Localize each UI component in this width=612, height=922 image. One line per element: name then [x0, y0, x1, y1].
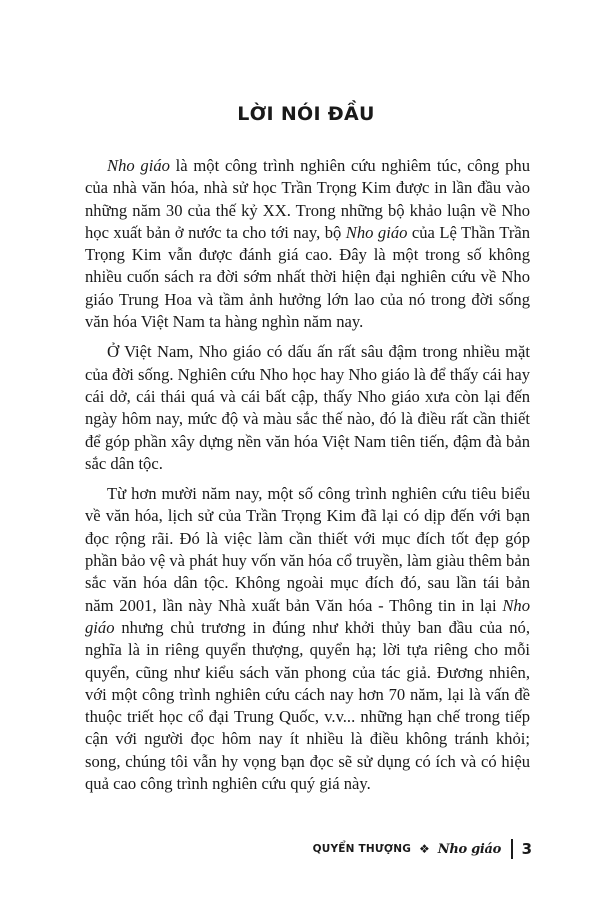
page-footer	[313, 836, 532, 862]
page-heading: LỜI NÓI ĐẦU	[237, 103, 375, 125]
paragraph-1	[85, 155, 530, 333]
paragraph-3-text-b: nhưng chủ trương in đúng như khởi thủy ban đầu của nó, nghĩa là in riêng quyển thượng, quyển hạ; lời tựa riêng cho mỗi quyển, cũng như kiểu sách văn phong của tác giả. Đương nhiên, với một công trình nghiên cứu cách nay hơn 70 năm, lại là vấn đề thuộc triết học cổ đại Trung Quốc, v.v... những hạn chế trong tiếp cận với người đọc hôm nay ít nhiều là điều không tránh khỏi; song, chúng tôi vẫn hy vọng bạn đọc sẽ sử dụng có ích và có hiệu quả cao công trình nghiên cứu quý giá này.	[85, 617, 530, 794]
diamond-ornament-icon: ❖	[419, 842, 430, 856]
book-title-italic: Nho giáo	[345, 222, 408, 242]
paragraph-2: Ở Việt Nam, Nho giáo có dấu ấn rất sâu đậm trong nhiều mặt của đời sống. Nghiên cứu Nho học hay Nho giáo là để thấy cái hay cái dở, cái thái quá và cái bất cập, thấy Nho giáo xưa còn lại đến ngày hôm nay, mức độ và màu sắc thế nào, đó là điều rất cần thiết để góp phần xây dựng nền văn hóa Việt Nam tiên tiến, đậm đà bản sắc dân tộc.	[85, 342, 530, 473]
body-text	[85, 155, 530, 803]
footer-divider	[511, 839, 513, 859]
paragraph-1-text-a: là một công trình nghiên cứu nghiêm túc, công phu của nhà văn hóa, nhà sử học Trần Trọng Kim được in lần đầu vào những năm 30 của thế kỷ XX. Trong những bộ khảo luận về Nho học xuất bản ở nước ta cho tới nay, bộ	[85, 156, 531, 242]
book-title-italic: Nho giáo	[107, 156, 170, 175]
book-title-italic: Nho giáo	[85, 595, 530, 637]
volume-label: QUYỂN THƯỢNG	[312, 843, 412, 855]
paragraph-3-text-a: Từ hơn mười năm nay, một số công trình nghiên cứu tiêu biểu về văn hóa, lịch sử của Trần Trọng Kim đã lại có dịp đến với bạn đọc rộng rãi. Đó là việc làm cần thiết với mục đích tốt đẹp góp phần bảo vệ và phát huy vốn văn hóa cổ truyền, làm giàu thêm bản sắc văn hóa dân tộc. Không ngoài mục đích đó, sau lần tái bản năm 2001, lần này Nhà xuất bản Văn hóa - Thông tin in lại	[85, 484, 530, 615]
book-logo: Nho giáo	[437, 841, 502, 857]
page-number: 3	[521, 840, 532, 858]
paragraph-1-text-b: của Lệ Thần Trần Trọng Kim vẫn được đánh giá cao. Đây là một trong số không nhiều cuốn sách ra đời sớm nhất thời hiện đại nghiên cứu về Nho giáo Trung Hoa và tầm ảnh hưởng lớn lao của nó trong đời sống văn hóa Việt Nam ta hàng nghìn năm nay.	[85, 222, 531, 332]
paragraph-3	[85, 483, 530, 795]
